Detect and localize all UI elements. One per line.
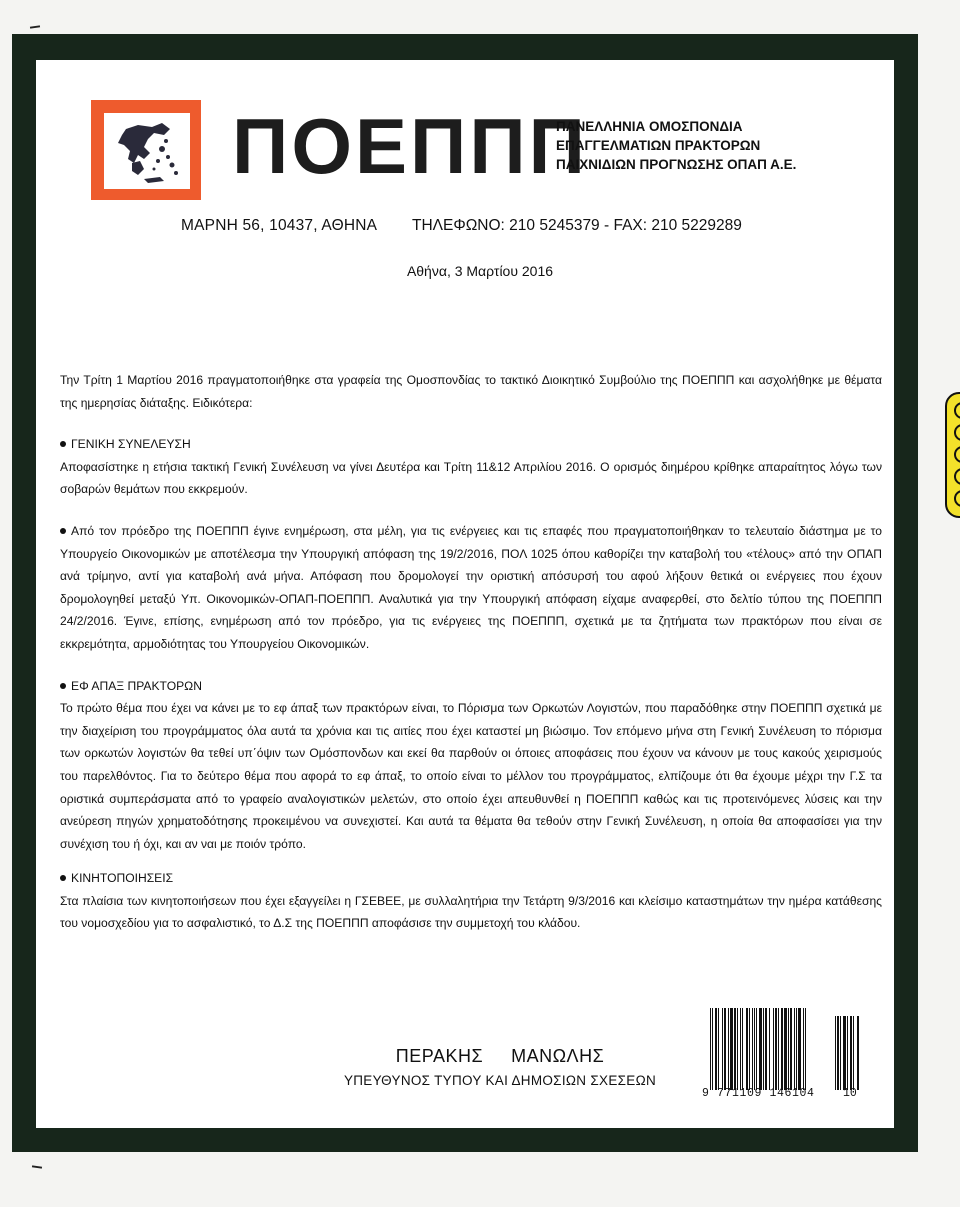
- federation-line: ΠΑΝΕΛΛΗΝΙΑ ΟΜΟΣΠΟΝΔΙΑ: [556, 119, 743, 134]
- signer-name: ΠΕΡΑΚΗΣ ΜΑΝΩΛΗΣ: [395, 1046, 605, 1066]
- bullet-icon: [60, 683, 66, 689]
- document-date: Αθήνα, 3 Μαρτίου 2016: [406, 263, 554, 279]
- address: ΜΑΡΝΗ 56, 10437, ΑΘΗΝΑ: [181, 217, 378, 234]
- section-heading: ΓΕΝΙΚΗ ΣΥΝΕΛΕΥΣΗ: [60, 433, 882, 456]
- federation-name: [556, 117, 816, 174]
- phone-fax: ΤΗΛΕΦΩΝΟ: 210 5245379 - FAX: 210 5229289: [412, 217, 742, 234]
- section-paragraph: Από τον πρόεδρο της ΠΟΕΠΠΠ έγινε ενημέρωση, στα μέλη, για τις ενέργειες και τις επαφές που πραγματοποιήθηκαν το τελευταίο διάστημα με το Υπουργείο Οικονομικών με αποτέλεσμα την Υπουργική απόφαση της 19/2/2016, ΠΟΛ 1025 όπου καθορίζει την καταβολή του «τέλους» από την ΟΠΑΠ ανά τρίμηνο, αντί για καταβολή ανά μήνα. Απόφαση που δρομολογεί την οριστική απόσυρσή του αφού λήξουν θετικά οι ενέργειες που έχουν δρομολογηθεί μεταξύ Υπ. Οικονομικών-ΟΠΑΠ-ΠΟΕΠΠΠ. Αναλυτικά για την Υπουργική απόφαση είχαμε αναφερθεί, στο δελτίο τύπου της ΠΟΕΠΠΠ 24/2/2016. Έγινε, επίσης, ενημέρωση από τον πρόεδρο, για τις ενέργειες της ΠΟΕΠΠΠ, σχετικά με τα ζητήματα των πρακτόρων που είναι σε εκκρεμότητα, αρμοδιότητας του Υπουργείου Οικονομικών.: [60, 523, 882, 651]
- section-paragraph: Αποφασίστηκε η ετήσια τακτική Γενική Συνέλευση να γίνει Δευτέρα και Τρίτη 11&12 Απριλίου 2016. Ο ορισμός διημέρου κρίθηκε απαραίτητος λόγω των σοβαρών θεμάτων που εκκρεμούν.: [60, 459, 882, 497]
- logo-wordmark: ΠΟΕΠΠΠ: [232, 102, 589, 190]
- barcode-addon-number: 10: [843, 1087, 857, 1100]
- section-paragraph: Στα πλαίσια των κινητοποιήσεων που έχει εξαγγείλει η ΓΣΕΒΕΕ, με συλλαλητήρια την Τετάρτη 9/3/2016 και κλείσιμο καταστημάτων την ημέρα κατάθεσης του νομοσχεδίου για το ασφαλιστικό, το Δ.Σ της ΠΟΕΠΠΠ αποφάσισε την συμμετοχή του κλάδου.: [60, 893, 882, 931]
- scan-mark-top: [30, 25, 40, 28]
- barcode-addon-icon: [835, 1016, 863, 1090]
- press-release-body: [60, 369, 882, 935]
- logo-greece-map: [91, 100, 201, 200]
- section-heading: ΚΙΝΗΤΟΠΟΙΗΣΕΙΣ: [60, 867, 882, 890]
- signer-role: ΥΠΕΥΘΥΝΟΣ ΤΥΠΟΥ ΚΑΙ ΔΗΜΟΣΙΩΝ ΣΧΕΣΕΩΝ: [343, 1073, 657, 1088]
- section-heading: ΕΦ ΑΠΑΞ ΠΡΑΚΤΟΡΩΝ: [60, 675, 882, 698]
- intro-paragraph: Την Τρίτη 1 Μαρτίου 2016 πραγματοποιήθηκε στα γραφεία της Ομοσπονδίας το τακτικό Διοικητικό Συμβούλιο της ΠΟΕΠΠΠ και ασχολήθηκε με θέματα της ημερησίας διάταξης. Ειδικότερα:: [60, 373, 882, 410]
- bullet-icon: [60, 441, 66, 447]
- federation-line: ΠΑΙΧΝΙΔΙΩΝ ΠΡΟΓΝΩΣΗΣ ΟΠΑΠ Α.Ε.: [556, 157, 797, 172]
- signature-block: [290, 1046, 710, 1088]
- bullet-icon: [60, 528, 66, 534]
- barcode-number: 9 771109 146104: [702, 1087, 815, 1100]
- greece-map-icon: [104, 113, 190, 189]
- side-tab-marker: [945, 392, 960, 518]
- barcode-icon: [710, 1008, 826, 1090]
- section-paragraph: Το πρώτο θέμα που έχει να κάνει με το εφ άπαξ των πρακτόρων είναι, το Πόρισμα των Ορκωτών Λογιστών, που παραδόθηκε στην ΠΟΕΠΠΠ σχετικά με την διαχείριση του προγράμματος όλα αυτά τα χρόνια και τις αιτίες που έχει καταστεί μη βιώσιμο. Τον επόμενο μήνα στη Γενική Συνέλευση το πόρισμα των ορκωτών λογιστών θα τεθεί υπ΄όψιν των Ομόσπονδων και εκεί θα παρθούν οι όποιες αποφάσεις που έχουν να κάνουν με τους κακούς χειρισμούς του παρελθόντος. Για το δεύτερο θέμα που αφορά το εφ άπαξ, το οποίο είναι το μέλλον του προγράμματος, ελπίζουμε ότι θα έχουμε μέχρι την Γ.Σ τα οριστικά συμπεράσματα από το γραφείο αναλογιστικών μελετών, στο οποίο έχει απευθυνθεί η ΠΟΕΠΠΠ καθώς και τις προτεινόμενες λύσεις και την ανεύρεση πηγών χρηματοδότησης προκειμένου να συνεχιστεί. Και αυτά τα θέματα θα τεθούν στην Γενική Συνέλευση, η οποία θα αποφασίσει για την συνέχιση του ή όχι, και αν ναι με ποιόν τρόπο.: [60, 701, 882, 851]
- federation-line: ΕΠΑΓΓΕΛΜΑΤΙΩΝ ΠΡΑΚΤΟΡΩΝ: [556, 138, 761, 153]
- bullet-icon: [60, 875, 66, 881]
- scan-mark-bottom: [32, 1165, 42, 1168]
